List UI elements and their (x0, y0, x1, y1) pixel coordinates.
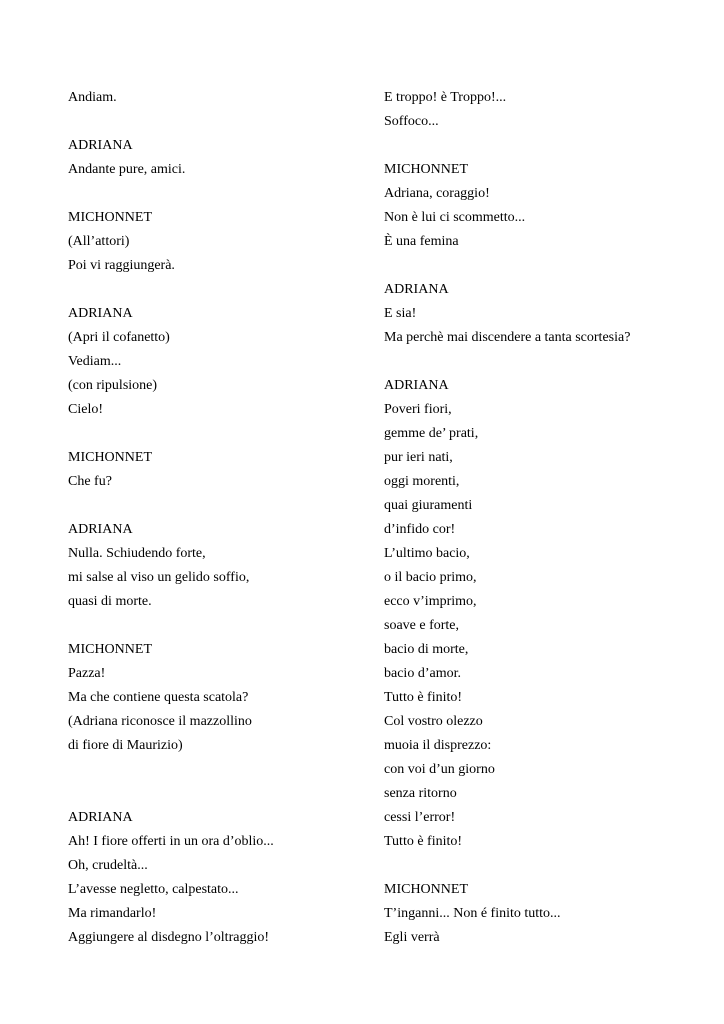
text-line: Andante pure, amici. (68, 162, 186, 177)
stage-direction: (All’attori) (68, 234, 130, 249)
speaker-name: MICHONNET (384, 882, 468, 897)
text-line: bacio di morte, (384, 642, 469, 657)
stage-direction: (Apri il cofanetto) (68, 330, 170, 345)
stage-direction: (con ripulsione) (68, 378, 158, 393)
blank-line (68, 110, 358, 134)
text-line: cessi l’error! (384, 810, 456, 825)
text-line: Nulla. Schiudendo forte, (68, 546, 206, 561)
speaker-name: ADRIANA (68, 522, 133, 537)
blank-line (68, 278, 358, 302)
text-line: senza ritorno (384, 786, 457, 801)
blank-line (384, 254, 694, 278)
text-line: mi salse al viso un gelido soffio, (68, 570, 250, 585)
text-line: ecco v’imprimo, (384, 594, 477, 609)
text-line: Soffoco... (384, 114, 439, 129)
left-column (68, 86, 358, 950)
blank-line (384, 134, 694, 158)
text-line: Poi vi raggiungerà. (68, 258, 175, 273)
text-line: Cielo! (68, 402, 103, 417)
speaker-name: MICHONNET (68, 642, 152, 657)
text-line: E troppo! è Troppo!... (384, 90, 507, 105)
text-line: Tutto è finito! (384, 690, 463, 705)
text-line: È una femina (384, 234, 459, 249)
blank-line (68, 182, 358, 206)
text-line: gemme de’ prati, (384, 426, 479, 441)
blank-line (384, 854, 694, 878)
text-line: T’inganni... Non é finito tutto... (384, 906, 561, 921)
text-line: d’infido cor! (384, 522, 456, 537)
text-line: bacio d’amor. (384, 666, 461, 681)
text-line: o il bacio primo, (384, 570, 477, 585)
right-column (384, 86, 694, 950)
text-line: quai giuramenti (384, 498, 473, 513)
blank-line (68, 758, 358, 782)
speaker-name: ADRIANA (68, 306, 133, 321)
text-line: Ma rimandarlo! (68, 906, 157, 921)
text-line: Ma perchè mai discendere a tanta scortesia? (384, 330, 631, 345)
text-line: Vediam... (68, 354, 122, 369)
text-line: Tutto è finito! (384, 834, 463, 849)
blank-line (68, 614, 358, 638)
text-line: Pazza! (68, 666, 106, 681)
stage-direction: (Adriana riconosce il mazzollino (68, 714, 252, 729)
text-line: Che fu? (68, 474, 112, 489)
blank-line (68, 782, 358, 806)
text-line: soave e forte, (384, 618, 460, 633)
text-line: Adriana, coraggio! (384, 186, 490, 201)
speaker-name: ADRIANA (68, 138, 133, 153)
text-line: Col vostro olezzo (384, 714, 483, 729)
text-line: muoia il disprezzo: (384, 738, 492, 753)
speaker-name: ADRIANA (384, 378, 449, 393)
text-line: Oh, crudeltà... (68, 858, 148, 873)
speaker-name: MICHONNET (68, 210, 152, 225)
blank-line (384, 350, 694, 374)
text-line: L’ultimo bacio, (384, 546, 470, 561)
text-line: Non è lui ci scommetto... (384, 210, 526, 225)
speaker-name: MICHONNET (384, 162, 468, 177)
text-line: quasi di morte. (68, 594, 152, 609)
text-line: pur ieri nati, (384, 450, 453, 465)
speaker-name: ADRIANA (68, 810, 133, 825)
stage-direction: di fiore di Maurizio) (68, 738, 183, 753)
text-line: L’avesse negletto, calpestato... (68, 882, 239, 897)
text-line: E sia! (384, 306, 417, 321)
text-line: con voi d’un giorno (384, 762, 495, 777)
speaker-name: MICHONNET (68, 450, 152, 465)
text-line: Ah! I fiore offerti in un ora d’oblio... (68, 834, 274, 849)
text-line: Egli verrà (384, 930, 440, 945)
text-line: Aggiungere al disdegno l’oltraggio! (68, 930, 270, 945)
text-line: oggi morenti, (384, 474, 460, 489)
text-line: Poveri fiori, (384, 402, 452, 417)
blank-line (68, 422, 358, 446)
text-line: Andiam. (68, 90, 117, 105)
blank-line (68, 494, 358, 518)
text-line: Ma che contiene questa scatola? (68, 690, 249, 705)
speaker-name: ADRIANA (384, 282, 449, 297)
